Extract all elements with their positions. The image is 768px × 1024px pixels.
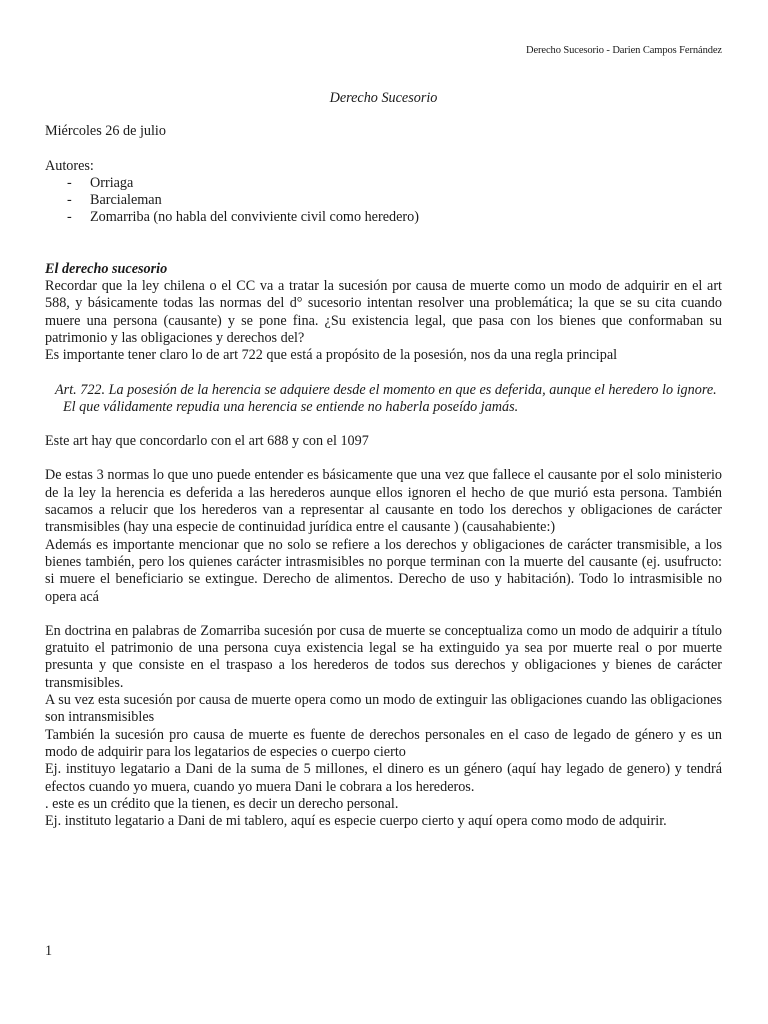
paragraph: Ej. instituto legatario a Dani de mi tablero, aquí es especie cuerpo cierto y aquí opera como modo de adquirir.	[45, 813, 667, 830]
dash-bullet: -	[67, 192, 72, 209]
paragraph: Ej. instituyo legatario a Dani de la suma de 5 millones, el dinero es un género (aquí hay legado de genero) y tendrá efectos cuando yo muera, cuando yo muera Dani le cobrara a los herederos.	[45, 761, 722, 795]
author-item	[45, 175, 722, 192]
document-date: Miércoles 26 de julio	[45, 123, 166, 140]
author-name: Barcialeman	[90, 192, 162, 209]
dash-bullet: -	[67, 209, 72, 226]
paragraph: También la sucesión pro causa de muerte es fuente de derechos personales en el caso de legado de género y es un modo de adquirir para los legatarios de especies o cuerpo cierto	[45, 726, 722, 760]
section-heading: El derecho sucesorio	[45, 260, 168, 277]
paragraph: En doctrina en palabras de Zomarriba sucesión por cusa de muerte se conceptualiza como un modo de adquirir a título gratuito el patrimonio de una persona cuya existencia legal se ha extinguido ya sea por muerte real o por muerte presunta y que consiste en el traspaso a los herederos de todos sus derechos y obligaciones y bienes de carácter transmisibles.	[45, 622, 722, 691]
authors-label: Autores:	[45, 157, 94, 174]
paragraph: De estas 3 normas lo que uno puede entender es básicamente que una vez que fallece el causante por el solo ministerio de la ley la herencia es deferida a las herederos aunque ellos ignoren el hecho de que murió esta persona. También sacamos a relucir que los herederos van a representar al causante en todo los derechos y obligaciones de carácter transmisibles (hay una especie de continuidad jurídica entre el causante ) (causahabiente:)	[45, 467, 722, 536]
author-name: Zomarriba (no habla del conviviente civil como heredero)	[90, 209, 419, 226]
paragraph: Recordar que la ley chilena o el CC va a tratar la sucesión por causa de muerte como un modo de adquirir en el art 588, y básicamente todas las normas del d° sucesorio intentan resolver una problemática; la que se su cita cuando muere una persona (causante) y se pone fina. ¿Su existencia legal, que pasa con los bienes que conformaban su patrimonio y las obligaciones y derechos del?	[45, 278, 722, 346]
paragraph: . este es un crédito que la tienen, es decir un derecho personal.	[45, 795, 399, 812]
paragraph: Además es importante mencionar que no solo se refiere a los derechos y obligaciones de carácter transmisible, a los bienes también, pero los quienes carácter intrasmisibles no porque terminan con la muerte del causante (ej. usufructo: si muere el beneficiario se extingue. Derecho de alimentos. Derecho de uso y habitación). Todo lo intrasmisible no opera acá	[45, 536, 722, 605]
document-title: Derecho Sucesorio	[329, 90, 438, 106]
law-quote-repudia: El que válidamente repudia una herencia se entiende no haberla poseído jamás.	[63, 398, 519, 415]
author-item	[45, 192, 722, 209]
law-quote-722: Art. 722. La posesión de la herencia se adquiere desde el momento en que es deferida, aunque el heredero lo ignore.	[55, 381, 717, 398]
authors-list	[45, 175, 722, 227]
author-item	[45, 209, 722, 226]
author-name: Orriaga	[90, 174, 134, 191]
running-header: Derecho Sucesorio - Darien Campos Fernández	[525, 45, 722, 56]
dash-bullet: -	[67, 174, 72, 191]
page-number: 1	[45, 943, 53, 959]
paragraph: Este art hay que concordarlo con el art 688 y con el 1097	[45, 433, 369, 450]
document-body	[45, 90, 722, 830]
paragraph: A su vez esta sucesión por causa de muerte opera como un modo de extinguir las obligaciones cuando las obligaciones son intransmisibles	[45, 692, 722, 726]
paragraph: Es importante tener claro lo de art 722 que está a propósito de la posesión, nos da una regla principal	[45, 347, 618, 364]
